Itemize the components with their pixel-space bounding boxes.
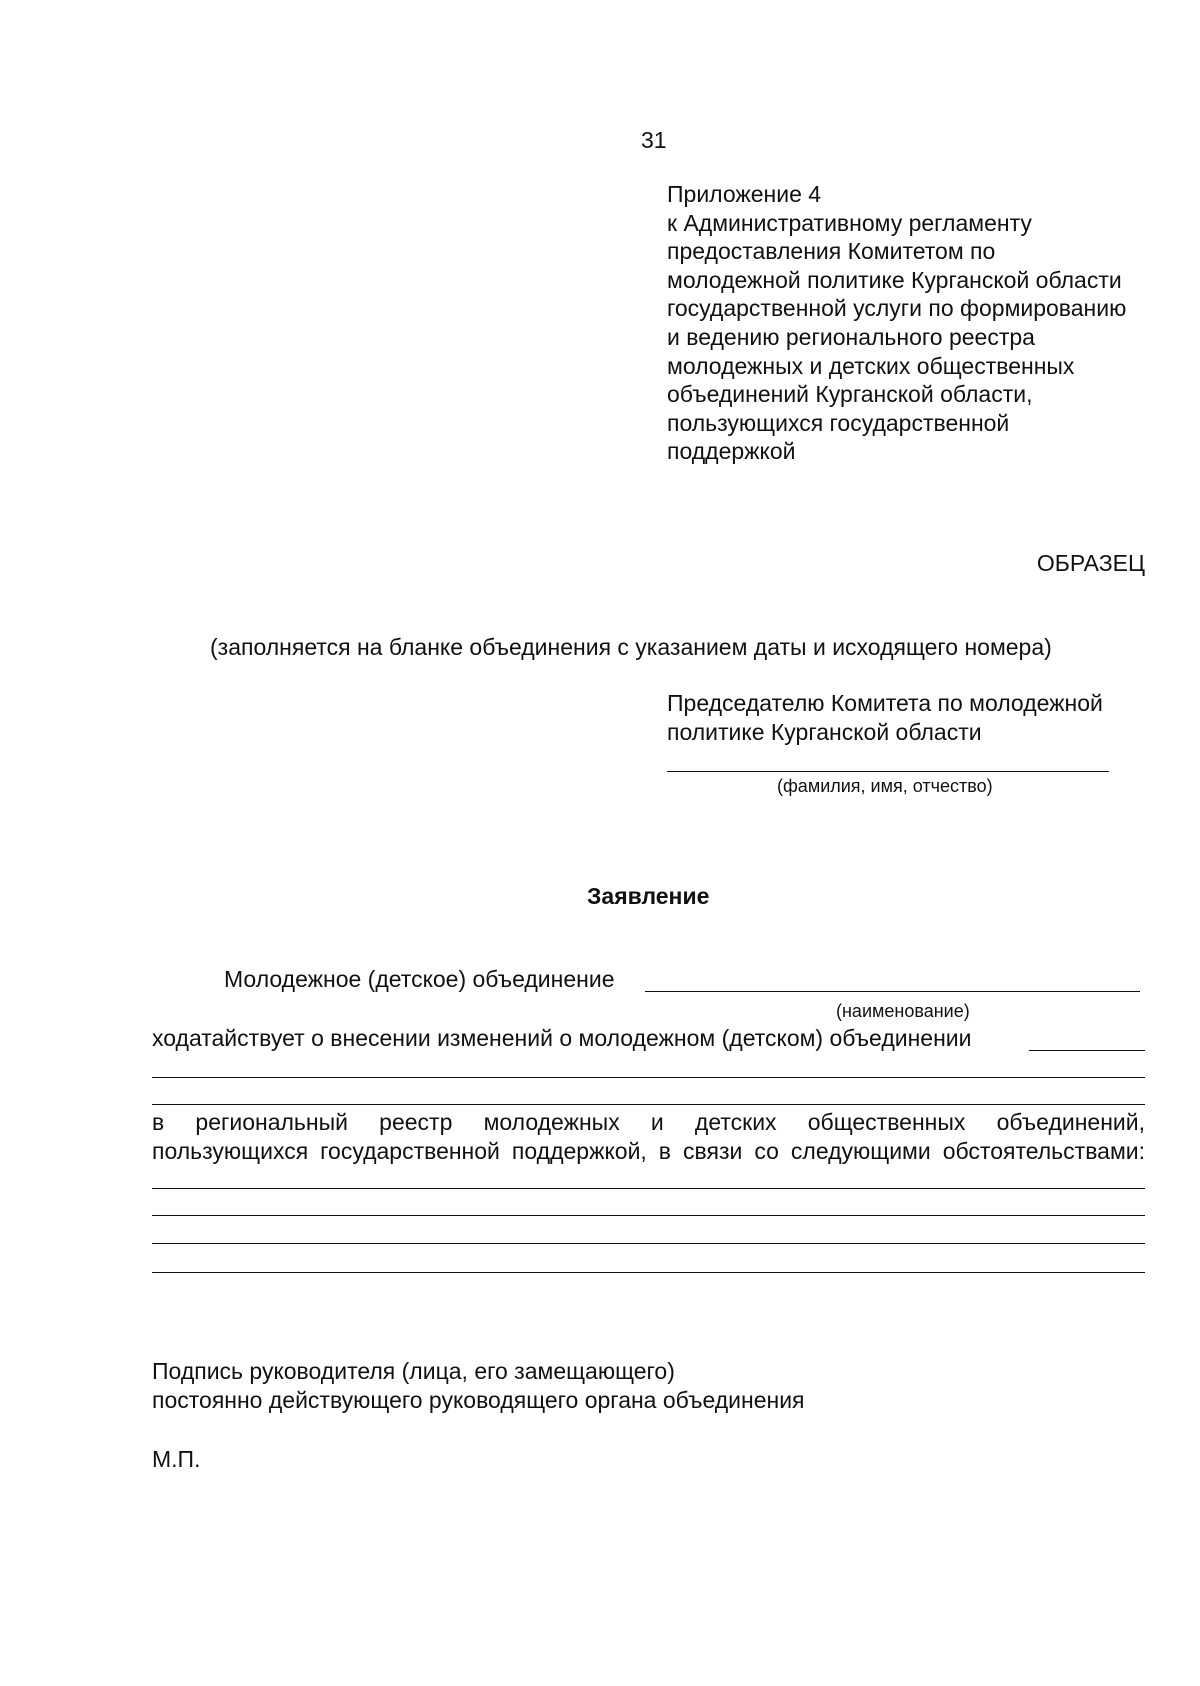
signature-line-1: Подпись руководителя (лица, его замещающего): [152, 1358, 675, 1384]
document-title: Заявление: [587, 883, 710, 909]
appendix-line: поддержкой: [667, 438, 796, 465]
blank-line: [152, 1272, 1145, 1273]
seal-placeholder: М.П.: [152, 1446, 201, 1472]
signature-line-2: постоянно действующего руководящего органа объединения: [152, 1387, 805, 1413]
registry-line-1: в региональный реестр молодежных и детских общественных объединений,: [152, 1109, 1145, 1135]
appendix-line: государственной услуги по формированию: [667, 295, 1127, 322]
appendix-line: и ведению регионального реестра: [667, 323, 1035, 350]
appendix-line: предоставления Комитетом по: [667, 238, 996, 265]
sample-label: ОБРАЗЕЦ: [1036, 550, 1145, 576]
addressee-caption: (фамилия, имя, отчество): [777, 776, 993, 796]
appendix-line: Приложение 4: [667, 181, 822, 207]
blank-line: [152, 1243, 1145, 1244]
appendix-line: пользующихся государственной: [667, 409, 1010, 436]
blank-line: [152, 1188, 1145, 1189]
blank-line: [152, 1215, 1145, 1216]
blank-line: [152, 1104, 1145, 1105]
blank-line: [152, 1077, 1145, 1078]
appendix-line: молодежных и детских общественных: [667, 352, 1075, 379]
appendix-line: молодежной политике Курганской области: [667, 266, 1122, 293]
registry-line-2: пользующихся государственной поддержкой, в связи со следующими обстоятельствами:: [152, 1138, 1145, 1164]
petition-blank-line: [1029, 1050, 1145, 1051]
addressee-name-line: [667, 771, 1109, 772]
appendix-block: [667, 180, 1126, 466]
fill-note: (заполняется на бланке объединения с указанием даты и исходящего номера): [210, 634, 1052, 660]
name-caption: (наименование): [836, 1001, 970, 1021]
addressee-line-1: Председателю Комитета по молодежной: [667, 690, 1103, 716]
petition-text: ходатайствует о внесении изменений о молодежном (детском) объединении: [152, 1025, 972, 1051]
appendix-line: объединений Курганской области,: [667, 381, 1033, 408]
appendix-line: к Административному регламенту: [667, 209, 1032, 236]
page-number: 31: [641, 127, 667, 153]
addressee-line-2: политике Курганской области: [667, 719, 982, 745]
association-label: Молодежное (детское) объединение: [224, 966, 615, 992]
association-name-line: [645, 991, 1140, 992]
